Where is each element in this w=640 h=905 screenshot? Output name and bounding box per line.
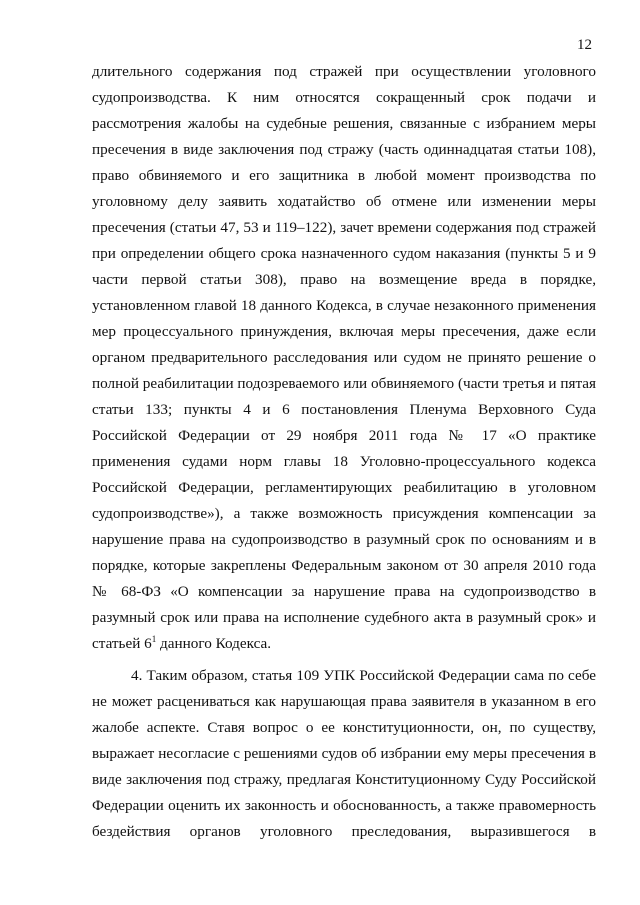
page-number: 12 xyxy=(577,37,592,53)
text-line: органом предварительного расследования или судом не принято решение о xyxy=(92,349,596,366)
text-line: установленном главой 18 данного Кодекса, в случае незаконного применения xyxy=(92,297,596,314)
text-line: Российской Федерации от 29 ноября 2011 года № 17 «О практике xyxy=(92,427,596,444)
text-line-last xyxy=(92,634,596,653)
text-line: рассмотрения жалобы на судебные решения, связанные с избранием меры xyxy=(92,115,596,132)
text-fragment: статьей 6 xyxy=(92,635,152,652)
text-line: Российской Федерации, регламентирующих реабилитацию в уголовном xyxy=(92,479,596,496)
text-line: бездействия органов уголовного преследования, выразившегося в xyxy=(92,823,596,840)
text-line: применения судами норм главы 18 Уголовно-процессуального кодекса xyxy=(92,453,596,470)
text-line: судопроизводства. К ним относятся сокращенный срок подачи и xyxy=(92,89,596,106)
text-line: части первой статьи 308), право на возмещение вреда в порядке, xyxy=(92,271,596,288)
text-line: не может расцениваться как нарушающая права заявителя в указанном в его xyxy=(92,693,596,710)
text-line: жалобе аспекте. Ставя вопрос о ее конституционности, он, по существу, xyxy=(92,719,596,736)
text-line: судопроизводстве»), а также возможность присуждения компенсации за xyxy=(92,505,596,522)
text-line: выражает несогласие с решениями судов об избрании ему меры пресечения в xyxy=(92,745,596,762)
text-line: статьи 133; пункты 4 и 6 постановления Пленума Верховного Суда xyxy=(92,401,596,418)
text-line: Федерации оценить их законность и обоснованность, а также правомерность xyxy=(92,797,596,814)
text-line: нарушение права на судопроизводство в разумный срок по основаниям и в xyxy=(92,531,596,548)
text-fragment: данного Кодекса. xyxy=(156,635,272,652)
text-line: разумный срок или права на исполнение судебного акта в разумный срок» и xyxy=(92,609,596,626)
text-line: полной реабилитации подозреваемого или обвиняемого (части третья и пятая xyxy=(92,375,596,392)
text-line: 4. Таким образом, статья 109 УПК Российской Федерации сама по себе xyxy=(131,667,596,684)
text-line: при определении общего срока назначенного судом наказания (пункты 5 и 9 xyxy=(92,245,596,262)
text-line: № 68-ФЗ «О компенсации за нарушение права на судопроизводство в xyxy=(92,583,596,600)
text-line: право обвиняемого и его защитника в любой момент производства по xyxy=(92,167,596,184)
text-line: виде заключения под стражу, предлагая Конституционному Суду Российской xyxy=(92,771,596,788)
text-line: уголовному делу заявить ходатайство об отмене или изменении меры xyxy=(92,193,596,210)
text-line: длительного содержания под стражей при осуществлении уголовного xyxy=(92,63,596,80)
text-line: пресечения (статьи 47, 53 и 119–122), зачет времени содержания под стражей xyxy=(92,219,596,236)
text-line: мер процессуального принуждения, включая меры пресечения, даже если xyxy=(92,323,596,340)
superscript-article-index: 1 xyxy=(151,634,157,644)
text-line: порядке, которые закреплены Федеральным законом от 30 апреля 2010 года xyxy=(92,557,596,574)
text-line: пресечения в виде заключения под стражу (часть одиннадцатая статьи 108), xyxy=(92,141,596,158)
